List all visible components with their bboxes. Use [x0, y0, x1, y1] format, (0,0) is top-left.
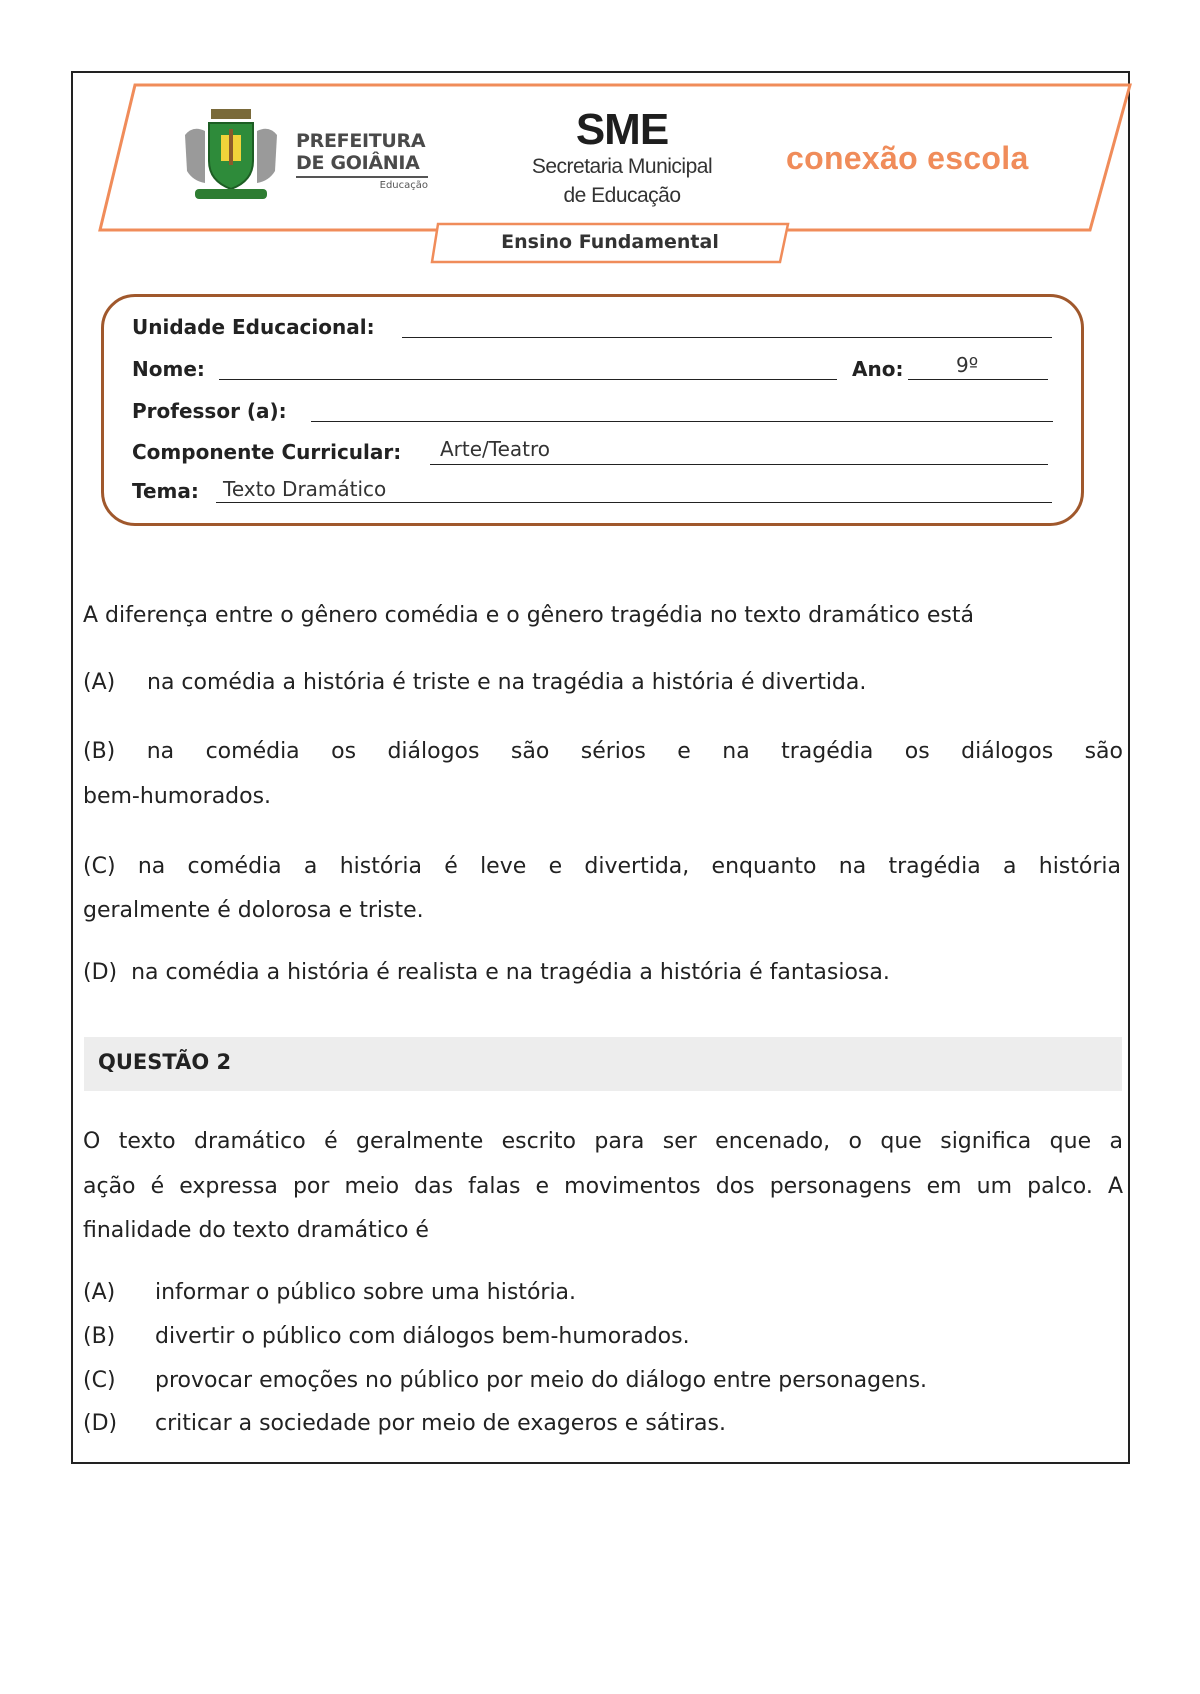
gov-line1: PREFEITURA	[296, 130, 426, 152]
goiania-crest-icon	[175, 105, 287, 205]
ano-value: 9º	[956, 353, 979, 377]
q2-option-b	[83, 1324, 690, 1349]
option-text: na comédia a história é realista e na tragédia a história é fantasiosa.	[131, 960, 890, 985]
option-text: na comédia os diálogos são sérios e na tragédia os diálogos são	[146, 739, 1123, 764]
q2-stem-line2: ação é expressa por meio das falas e movimentos dos personagens em um palco. A	[83, 1174, 1123, 1199]
sme-wordmark: SME	[575, 105, 669, 154]
q2-option-a	[83, 1280, 576, 1305]
nome-field[interactable]	[219, 379, 837, 380]
q1-option-b-line2: bem-humorados.	[83, 784, 272, 809]
option-key: (D)	[83, 1411, 118, 1436]
q1-option-c-line1	[83, 845, 1121, 889]
ano-label: Ano:	[852, 357, 904, 381]
option-text: provocar emoções no público por meio do diálogo entre personagens.	[155, 1368, 928, 1393]
option-text: na comédia a história é leve e divertida, enquanto na tragédia a história	[137, 854, 1121, 879]
option-key: (B)	[83, 1324, 116, 1349]
gov-line2: DE GOIÂNIA	[296, 152, 420, 174]
q1-option-b-line1	[83, 730, 1123, 774]
option-key: (C)	[83, 1368, 116, 1393]
q1-option-c-line2: geralmente é dolorosa e triste.	[83, 898, 424, 923]
q1-stem: A diferença entre o gênero comédia e o gênero tragédia no texto dramático está	[83, 603, 974, 628]
q2-option-d	[83, 1411, 726, 1436]
q2-stem-line1: O texto dramático é geralmente escrito para ser encenado, o que significa que a	[83, 1129, 1123, 1154]
option-text: criticar a sociedade por meio de exageros e sátiras.	[155, 1411, 726, 1436]
question-2-header	[84, 1037, 1122, 1091]
tema-value: Texto Dramático	[223, 477, 387, 501]
option-key: (A)	[83, 670, 116, 695]
gov-rule	[296, 176, 428, 178]
nome-label: Nome:	[132, 357, 205, 381]
q2-option-c	[83, 1368, 927, 1393]
option-key: (B)	[83, 739, 116, 764]
q1-option-a	[83, 670, 866, 695]
tema-label: Tema:	[132, 479, 199, 503]
sme-subtitle-2: de Educação	[563, 184, 681, 207]
componente-label: Componente Curricular:	[132, 440, 402, 464]
question-2-label: QUESTÃO 2	[98, 1050, 232, 1074]
option-key: (C)	[83, 854, 116, 879]
sme-logo	[522, 105, 722, 210]
professor-label: Professor (a):	[132, 399, 287, 423]
option-key: (A)	[83, 1280, 116, 1305]
sme-subtitle-1: Secretaria Municipal	[531, 155, 713, 178]
level-tab	[430, 222, 790, 264]
professor-field[interactable]	[311, 421, 1053, 422]
q2-stem-line3: finalidade do texto dramático é	[83, 1218, 429, 1243]
componente-field[interactable]	[430, 464, 1048, 465]
unidade-field[interactable]	[402, 337, 1052, 338]
q1-option-d	[83, 960, 890, 985]
ano-field[interactable]	[908, 379, 1048, 380]
gov-line3: Educação	[379, 180, 428, 191]
option-key: (D)	[83, 960, 118, 985]
option-text: na comédia a história é triste e na tragédia a história é divertida.	[147, 670, 867, 695]
componente-value: Arte/Teatro	[440, 437, 551, 461]
prefeitura-logo	[296, 130, 436, 191]
option-text: divertir o público com diálogos bem-humorados.	[155, 1324, 690, 1349]
conexao-escola-logo: conexão escola	[786, 140, 1029, 176]
unidade-label: Unidade Educacional:	[132, 315, 375, 339]
tema-field[interactable]	[216, 502, 1052, 503]
option-text: informar o público sobre uma história.	[155, 1280, 577, 1305]
level-label: Ensino Fundamental	[501, 231, 719, 253]
